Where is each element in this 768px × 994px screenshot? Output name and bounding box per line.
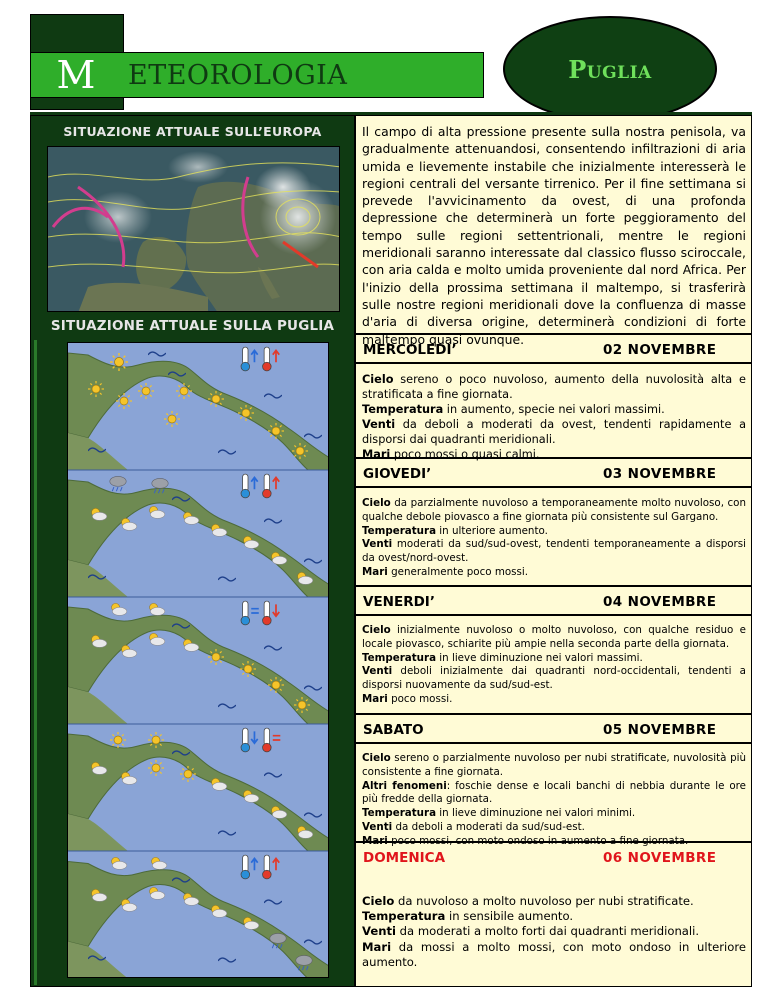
day-name: GIOVEDI’: [363, 466, 432, 482]
day-date: 05 NOVEMBRE: [603, 722, 717, 738]
temperature-trend-icon: [241, 347, 279, 371]
day-header-venerdi: [355, 585, 752, 616]
europe-satellite-map: [47, 146, 340, 312]
day-name: VENERDI’: [363, 594, 435, 610]
day-body-giovedi: [362, 497, 746, 580]
day-date: 06 NOVEMBRE: [603, 850, 717, 866]
title-initial: M: [56, 53, 96, 97]
temperatura-line: Temperatura in lieve diminuzione nei valori minimi.: [362, 807, 636, 820]
mari-line: Mari poco mossi o quasi calmi.: [362, 448, 540, 461]
forecast-map-stack: [68, 343, 329, 978]
forecast-map-sabato: [68, 728, 329, 851]
day-body-mercoledi: [362, 372, 746, 462]
europe-caption: SITUAZIONE ATTUALE SULL’EUROPA: [63, 124, 322, 139]
day-name: SABATO: [363, 722, 424, 738]
altri-fenomeni-line: Altri fenomeni: foschie dense e locali banchi di nebbia durante le ore più fredde della giornata.: [362, 779, 747, 806]
region-label: Puglia: [568, 54, 652, 84]
day-name: MERCOLEDI’: [363, 342, 457, 358]
mari-line: Mari poco mossi.: [362, 692, 453, 705]
forecast-map-mercoledi: [68, 347, 329, 470]
temperatura-line: Temperatura in ulteriore aumento.: [362, 524, 548, 537]
day-name: DOMENICA: [363, 850, 446, 866]
day-body-venerdi: [362, 624, 746, 707]
puglia-caption: SITUAZIONE ATTUALE SULLA PUGLIA: [50, 318, 335, 334]
mari-line: Mari poco mossi, con moto ondoso in aumento a fine giornata.: [362, 834, 689, 847]
cielo-line: Cielo sereno o poco nuvoloso, aumento della nuvolosità alta e stratificata a fine giornata.: [362, 373, 746, 401]
cielo-line: Cielo inizialmente nuvoloso o molto nuvoloso, con qualche residuo e locale piovasco, schiarite più ampie nella seconda parte della giornata.: [362, 624, 746, 650]
mari-line: Mari da mossi a molto mossi, con moto ondoso in ulteriore aumento.: [362, 939, 746, 969]
satellite-image: [48, 147, 340, 312]
temperature-trend-icon: [241, 601, 279, 625]
temperature-trend-icon: [241, 474, 279, 498]
puglia-forecast-maps: [67, 342, 329, 978]
day-body-domenica: [362, 894, 746, 970]
mari-line: Mari generalmente poco mossi.: [362, 565, 529, 578]
day-date: 04 NOVEMBRE: [603, 594, 717, 610]
temperature-trend-icon: [241, 728, 280, 752]
region-badge: [503, 16, 717, 122]
day-date: 03 NOVEMBRE: [603, 466, 717, 482]
temperatura-line: Temperatura in lieve diminuzione nei valori massimi.: [362, 651, 643, 664]
day-header-domenica: [355, 841, 752, 872]
left-stripe: [34, 340, 37, 985]
day-date: 02 NOVEMBRE: [603, 342, 717, 358]
venti-line: Venti da deboli a moderati da sud/sud-est.: [362, 820, 585, 833]
intro-paragraph: Il campo di alta pressione presente sulla nostra penisola, va gradualmente attenuandosi, consentendo infiltrazioni di aria umida e lievemente instabile che inizialmente interesserà le regioni centrali del versante tirrenico. Per il fine settimana si prevede l'avvicinamento da ovest, di una profonda depressione che determinerà un forte peggioramento del tempo sulle regioni settentrionali, mentre le regioni meridionali saranno interessate dal classico flusso sciroccale, con aria calda e molto umida proveniente dal nord Africa. Per l'inizio della prossima settimana il maltempo, si trasferirà sulle nostre regioni meridionali dove la confluenza di masse d'aria di diversa origine, determinerà condizioni di forte maltempo quasi ovunque.: [362, 124, 746, 347]
forecast-map-giovedi: [68, 474, 329, 597]
page-title: ETEOROLOGIA: [128, 60, 348, 91]
cielo-line: Cielo da nuvoloso a molto nuvoloso per nubi stratificate.: [362, 894, 694, 908]
temperatura-line: Temperatura in sensibile aumento.: [362, 909, 574, 924]
venti-line: Venti moderati da sud/sud-ovest, tendenti temporaneamente a disporsi da ovest/nord-ovest.: [362, 538, 746, 565]
day-header-giovedi: [355, 457, 752, 488]
cielo-line: Cielo sereno o parzialmente nuvoloso per nubi stratificate, nuvolosità più consistente a fine giornata.: [362, 752, 746, 778]
venti-line: Venti da deboli a moderati da ovest, tendenti rapidamente a disporsi dai quadranti meridionali.: [362, 418, 746, 446]
venti-line: Venti deboli inizialmente dai quadranti nord-occidentali, tendenti a disporsi nuovamente da sud/sud-est.: [362, 665, 746, 692]
temperatura-line: Temperatura in aumento, specie nei valori massimi.: [362, 403, 665, 416]
day-header-mercoledi: [355, 333, 752, 364]
day-body-sabato: [362, 752, 746, 849]
forecast-map-domenica: [68, 855, 329, 978]
cielo-line: Cielo da parzialmente nuvoloso a temporaneamente molto nuvoloso, con qualche debole piovasco a fine giornata più consistente sul Gargano.: [362, 497, 746, 523]
forecast-map-venerdi: [68, 601, 329, 724]
day-header-sabato: [355, 713, 752, 744]
temperature-trend-icon: [241, 855, 279, 879]
venti-line: Venti da moderati a molto forti dai quadranti meridionali.: [362, 924, 700, 939]
